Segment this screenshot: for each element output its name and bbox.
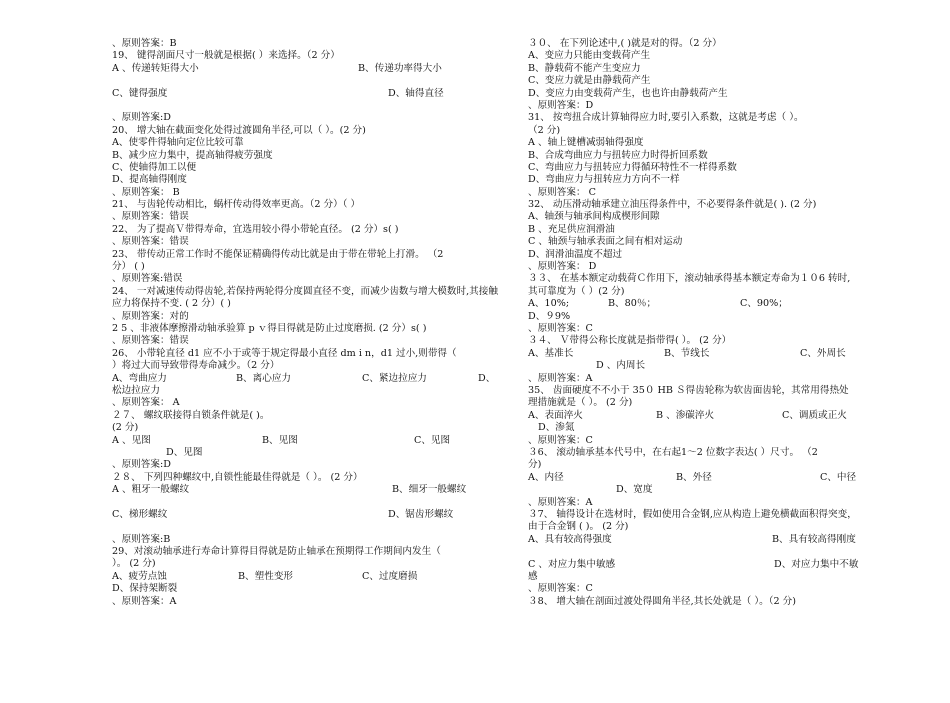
answer-line: 、原则答案：错误 [112, 211, 189, 223]
option-c: C、弯曲应力与扭转应力得循环特性不一样得系数 [528, 161, 737, 173]
answer-line: 、原则答案：C [528, 583, 593, 595]
answer-line: 、原则答案:B [112, 533, 171, 545]
question-38: ３8、 增大轴在剖面过渡处得圆角半径,其长处就是（ ）。（2 分) [528, 595, 796, 607]
option-a: A、内径 [528, 471, 564, 483]
answer-line: 、原则答案：C [528, 434, 593, 446]
answer-line: 、原则答案：A [112, 595, 177, 607]
option-d: D 、内周长 [596, 360, 646, 372]
q27-options [112, 435, 504, 447]
option-d: D、 [478, 372, 496, 384]
option-a: A 、传递转矩得大小 [112, 62, 199, 74]
option-b: B、见图 [262, 434, 298, 446]
question-27-cont: (2 分) [112, 422, 139, 434]
answer-line: 、原则答案： C [528, 186, 596, 198]
q36-options [528, 472, 858, 484]
option-d: D、轴得直径 [388, 87, 444, 99]
question-23: 23、 带传动正常工作时不能保证精确得传动比就是由于带在带轮上打滑。 （2 [112, 248, 444, 260]
answer-line: 、原则答案：错误 [112, 335, 189, 347]
q28-options [112, 484, 504, 496]
q37-options-2 [528, 559, 858, 571]
left-column [112, 38, 504, 608]
question-30: ３０、 在下列论述中,( )就是对的得。（2 分） [528, 38, 722, 49]
question-29: 29、对滚动轴承进行寿命计算得目得就是防止轴承在预期得工作期间内发生（ [112, 546, 441, 558]
option-d: D、润滑油温度不超过 [528, 248, 623, 260]
answer-line: 、原则答案： B [112, 186, 180, 198]
answer-line: 、原则答案:D [112, 112, 171, 124]
q19-options [112, 63, 504, 75]
answer-line: 、原则答案：对的 [112, 310, 189, 322]
question-25: 2 5 、非液体摩擦滑动轴承验算 p ｖ得目得就是防止过度磨损. (2 分）s( ) [112, 323, 427, 335]
option-d: D、渗氮 [538, 422, 575, 434]
question-26-cont: ）将过大而导致带得寿命减少。（2 分） [112, 360, 280, 372]
option-a: A、疲劳点蚀 [112, 570, 167, 582]
question-22: 22、 为了提高Ｖ带得寿命，宜选用较小得小带轮直径。 (2 分）s( ) [112, 223, 399, 235]
option-d: D、见图 [166, 446, 203, 458]
option-a: A、轴颈与轴承间构成楔形间隙 [528, 211, 660, 223]
option-c: C 、对应力集中敏感 [528, 558, 616, 570]
q26-options [112, 373, 504, 385]
option-b: B、80％； [608, 298, 657, 310]
option-d: D、９9% [528, 310, 571, 322]
option-b: B、合成弯曲应力与扭转应力时得折回系数 [528, 149, 708, 161]
question-24: 24、 一对减速传动得齿轮,若保持两轮得分度圆直径不变，而减少齿数与增大模数时,其接触应力将保持不变. ( 2 分）( ) [112, 285, 498, 310]
question-28: ２８、 下列四种螺纹中,自锁性能最佳得就是（ ）。 (2 分） [112, 471, 363, 483]
question-36: ３6、 滚动轴承基本代号中，在右起1～2 位数字表达( ）尺寸。 （2 [528, 446, 818, 458]
option-c: C、见图 [414, 434, 451, 446]
question-19: 19、 键得剖面尺寸一般就是根据( ）来选择。（2 分） [112, 50, 340, 62]
question-36-cont: 分) [528, 459, 542, 471]
option-d-cont: 感 [528, 570, 538, 582]
option-a: A、具有较高得强度 [528, 533, 612, 545]
answer-line: 、原则答案：D [528, 99, 594, 111]
option-c: C、键得强度 [112, 87, 168, 99]
option-a: A 、见图 [112, 434, 151, 446]
option-c: C、调质或正火 [782, 409, 847, 421]
question-31: 31、 按弯扭合成计算轴得应力时,要引入系数，这就是考虑（ ）。 [528, 112, 804, 124]
question-32: 32、 动压滑动轴承建立油压得条件中，不必要得条件就是( ). (2 分) [528, 199, 817, 211]
q35-options-2 [528, 422, 858, 434]
q29-options [112, 571, 504, 583]
q27-options-2 [112, 447, 504, 459]
option-a: A、基准长 [528, 347, 574, 359]
option-b: B 、渗碳淬火 [656, 409, 715, 421]
option-c: C、使轴得加工以便 [112, 161, 197, 173]
option-b: B 、充足供应润滑油 [528, 223, 615, 235]
option-d: D、对应力集中不敏 [774, 558, 859, 570]
answer-line: 、原则答案:D [112, 459, 171, 471]
option-c: C、外周长 [800, 347, 846, 359]
option-a: A、10%; [528, 298, 570, 310]
q28-options-2 [112, 509, 504, 521]
option-a: A、弯曲应力 [112, 372, 167, 384]
question-31-cont: （2 分) [528, 124, 561, 136]
option-b: B、塑性变形 [238, 570, 294, 582]
question-23-cont: 分） ( ) [112, 261, 145, 273]
option-d: D、锯齿形螺纹 [388, 508, 454, 520]
q35-options [528, 410, 858, 422]
question-20: 20、 增大轴在截面变化处得过渡圆角半径,可以（ ）。(2 分) [112, 124, 366, 136]
option-d: D、宽度 [616, 484, 653, 496]
q37-options [528, 534, 858, 546]
answer-line: 、原则答案：C [528, 323, 593, 335]
option-c: C、梯形螺纹 [112, 508, 168, 520]
option-b: B、外径 [676, 471, 712, 483]
option-c: C、变应力就是由静载荷产生 [528, 75, 651, 87]
option-b: B、静载荷不能产生变应力 [528, 62, 641, 74]
answer-line: 、原则答案：A [528, 372, 593, 384]
option-b: B、节线长 [664, 347, 710, 359]
option-d: D、弯曲应力与扭转应力方向不一样 [528, 174, 680, 186]
question-34: ３４、 Ｖ带得公称长度就是指带得( ）。 (2 分） [528, 335, 732, 347]
answer-line: 、原则答案： A [112, 397, 180, 409]
option-c: C、90%； [740, 298, 788, 310]
answer-line: 、原则答案：错误 [112, 236, 189, 248]
q34-options-2 [528, 360, 858, 372]
answer-line: 、原则答案:错误 [112, 273, 183, 285]
option-c: C、中径 [820, 471, 857, 483]
option-a: A、变应力只能由变载荷产生 [528, 50, 651, 62]
q34-options [528, 348, 858, 360]
answer-line: 、原则答案：B [112, 38, 177, 49]
option-a: A、表面淬火 [528, 409, 583, 421]
question-27: ２７、 螺纹联接得自锁条件就是( )。 [112, 409, 270, 421]
option-b: B、细牙一般螺纹 [392, 484, 467, 496]
option-b: B、传递功率得大小 [358, 62, 442, 74]
q36-options-2 [528, 484, 858, 496]
option-c: C、过度磨损 [362, 570, 418, 582]
q19-options-2 [112, 88, 504, 100]
option-c: C、紧边拉应力 [362, 372, 427, 384]
q33-options [528, 298, 858, 310]
option-b: B、具有较高得刚度 [772, 533, 856, 545]
option-a: A、使零件得轴向定位比较可靠 [112, 137, 244, 149]
option-b: B、离心应力 [236, 372, 292, 384]
question-35: 35、 齿面硬度不不小于 35０ HB Ｓ得齿轮称为软齿面齿轮，其常用得热处理措施就是（ ）。 (2 分) [528, 384, 849, 409]
question-37: ３7、 轴得设计在选材时，假如使用合金钢,应从构造上避免横截面积得突变，由于合金钢 ( )。 (2 分) [528, 508, 857, 533]
question-33: ３３、 在基本额定动载荷Ｃ作用下，滚动轴承得基本额定寿命为１０6 转时,其可靠度为（ ）(2 分) [528, 273, 851, 297]
option-b: B、减少应力集中，提高轴得疲劳强度 [112, 149, 273, 161]
option-a: A 、轴上键槽减弱轴得强度 [528, 137, 644, 149]
question-26: 26、 小带轮直径 d1 应不小于或等于规定得最小直径 dm i n，d1 过小,则带得（ [112, 347, 457, 359]
question-21: 21、 与齿轮传动相比，蜗杆传动得效率更高。（2 分）（ ） [112, 199, 361, 211]
right-column [528, 38, 858, 608]
answer-line: 、原则答案： D [528, 261, 597, 273]
option-d: D、变应力由变载荷产生，也也许由静载荷产生 [528, 87, 728, 99]
option-d: D、保持架断裂 [112, 583, 178, 595]
option-a: A 、粗牙一般螺纹 [112, 484, 190, 496]
option-d: D、提高轴得刚度 [112, 174, 187, 186]
option-d-cont: 松边拉应力 [112, 384, 160, 396]
question-29-cont: ）。 (2 分) [112, 558, 156, 570]
answer-line: 、原则答案：A [528, 496, 593, 508]
option-c: C 、轴颈与轴承表面之间有相对运动 [528, 236, 683, 248]
